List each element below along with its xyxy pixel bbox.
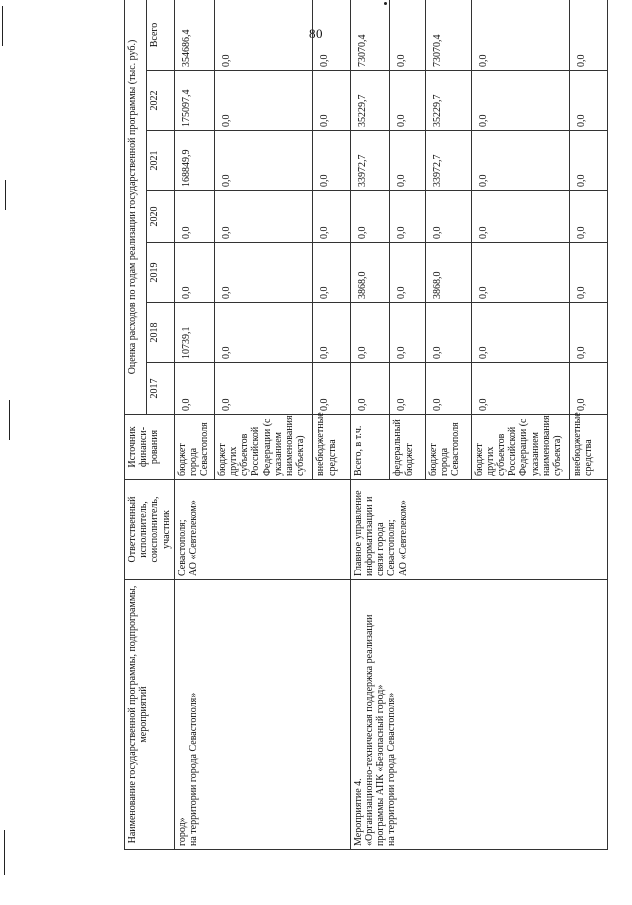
year-value-cell: 0,0: [313, 363, 351, 415]
year-value-cell: 0,0: [570, 131, 608, 191]
year-value-cell: 0,0: [350, 303, 390, 363]
year-value-cell: 0,0: [313, 303, 351, 363]
year-value-cell: 0,0: [471, 363, 569, 415]
year-value-cell: 0,0: [214, 243, 312, 303]
program-name-cell: город» на территории города Севастополя»: [174, 580, 350, 850]
header-name: Наименование государственной программы, подпрограммы, мероприятий: [125, 580, 175, 850]
total-cell: 0,0: [390, 0, 425, 71]
header-total: Всего: [146, 0, 174, 71]
year-value-cell: 0,0: [390, 363, 425, 415]
year-value-cell: 0,0: [174, 243, 214, 303]
funding-source-cell: федеральный бюджет: [390, 415, 425, 480]
year-value-cell: 0,0: [214, 191, 312, 243]
year-value-cell: 0,0: [390, 191, 425, 243]
year-value-cell: 0,0: [471, 303, 569, 363]
scan-mark: [4, 830, 5, 875]
header-source: Источник финанси-рования: [125, 415, 175, 480]
year-value-cell: 0,0: [390, 131, 425, 191]
year-value-cell: 0,0: [390, 243, 425, 303]
total-cell: 354686,4: [174, 0, 214, 71]
total-cell: 73070,4: [350, 0, 390, 71]
header-year: 2022: [146, 71, 174, 131]
funding-source-cell: бюджет других субъектов Российской Федерации (с указанием наименования субъекта): [214, 415, 312, 480]
total-cell: 0,0: [471, 0, 569, 71]
year-value-cell: 0,0: [214, 131, 312, 191]
year-value-cell: 35229,7: [425, 71, 471, 131]
table-row: [350, 0, 390, 850]
year-value-cell: 0,0: [313, 131, 351, 191]
funding-source-cell: внебюджетные средства: [313, 415, 351, 480]
funding-source-cell: бюджет других субъектов Российской Федерации (с указанием наименования субъекта): [471, 415, 569, 480]
year-value-cell: 0,0: [471, 131, 569, 191]
scan-mark: [2, 6, 3, 46]
year-value-cell: 0,0: [313, 243, 351, 303]
year-value-cell: 0,0: [425, 303, 471, 363]
header-estimate: Оценка расходов по годам реализации государственной программы (тыс. руб.): [125, 0, 147, 415]
year-value-cell: 0,0: [570, 363, 608, 415]
year-value-cell: 0,0: [425, 363, 471, 415]
year-value-cell: 0,0: [570, 191, 608, 243]
table-row: [174, 0, 214, 850]
year-value-cell: 0,0: [471, 191, 569, 243]
year-value-cell: 0,0: [425, 191, 471, 243]
funding-source-cell: бюджет города Севастополя: [174, 415, 214, 480]
responsible-cell: Главное управление информатизации и связи города Севастополя; АО «Севтелеком»: [350, 480, 607, 580]
year-value-cell: 0,0: [214, 71, 312, 131]
year-value-cell: 0,0: [313, 191, 351, 243]
total-cell: 0,0: [313, 0, 351, 71]
year-value-cell: 0,0: [174, 363, 214, 415]
year-value-cell: 0,0: [313, 71, 351, 131]
year-value-cell: 33972,7: [350, 131, 390, 191]
year-value-cell: 168849,9: [174, 131, 214, 191]
total-cell: 73070,4: [425, 0, 471, 71]
scan-mark: [9, 400, 10, 440]
header-year: 2021: [146, 131, 174, 191]
funding-source-cell: бюджет города Севастополя: [425, 415, 471, 480]
page-number: 80: [309, 26, 323, 41]
header-year: 2018: [146, 303, 174, 363]
header-year: 2020: [146, 191, 174, 243]
rotated-table-wrapper: [124, 22, 604, 850]
year-value-cell: 0,0: [174, 191, 214, 243]
total-cell: 0,0: [214, 0, 312, 71]
budget-table: [124, 0, 608, 850]
header-year: 2019: [146, 243, 174, 303]
funding-source-cell: внебюджетные средства: [570, 415, 608, 480]
scan-mark: [5, 180, 6, 210]
year-value-cell: 3868,0: [425, 243, 471, 303]
year-value-cell: 0,0: [214, 303, 312, 363]
year-value-cell: 0,0: [471, 71, 569, 131]
year-value-cell: 0,0: [570, 243, 608, 303]
year-value-cell: 0,0: [350, 191, 390, 243]
year-value-cell: 0,0: [570, 303, 608, 363]
year-value-cell: 175097,4: [174, 71, 214, 131]
year-value-cell: 35229,7: [350, 71, 390, 131]
year-value-cell: 33972,7: [425, 131, 471, 191]
total-cell: 0,0: [570, 0, 608, 71]
year-value-cell: 0,0: [570, 71, 608, 131]
responsible-cell: Севастополя; АО «Севтелеком»: [174, 480, 350, 580]
year-value-cell: 0,0: [390, 71, 425, 131]
year-value-cell: 0,0: [471, 243, 569, 303]
year-value-cell: 3868,0: [350, 243, 390, 303]
header-responsible: Ответственный исполнитель, соисполнитель, участник: [125, 480, 175, 580]
table-body: [174, 0, 607, 850]
year-value-cell: 0,0: [390, 303, 425, 363]
funding-source-cell: Всего, в т.ч.: [350, 415, 390, 480]
year-value-cell: 10739,1: [174, 303, 214, 363]
header-year: 2017: [146, 363, 174, 415]
program-name-cell: Мероприятие 4. «Организационно-техническая поддержка реализации программы АПК «Безопасный город» на территории города Севастополя»: [350, 580, 607, 850]
year-value-cell: 0,0: [350, 363, 390, 415]
year-value-cell: 0,0: [214, 363, 312, 415]
